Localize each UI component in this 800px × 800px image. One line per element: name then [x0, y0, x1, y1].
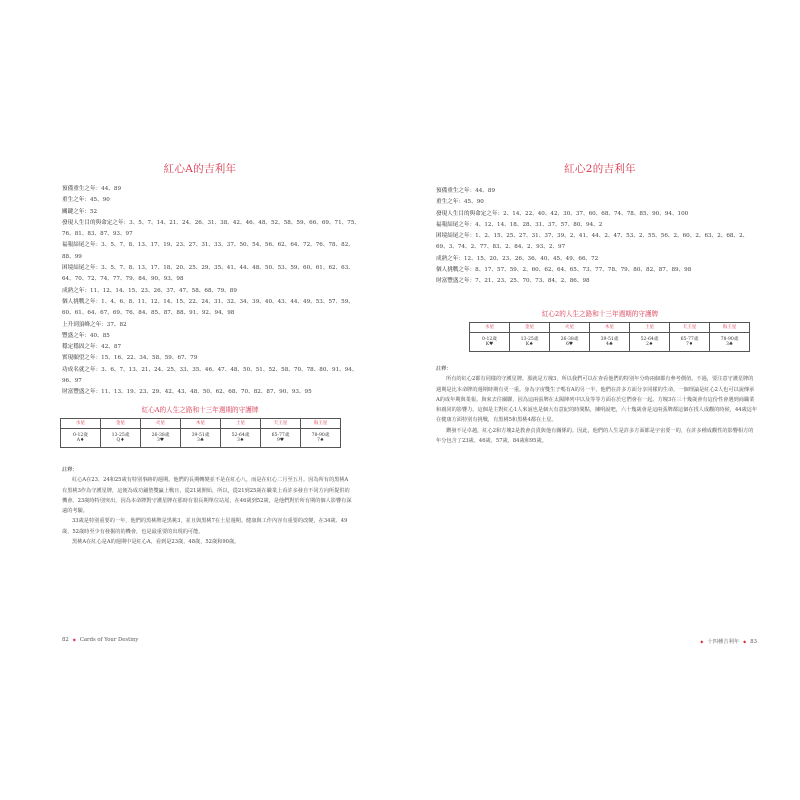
diamond-icon: ◆ — [743, 639, 747, 644]
right-footer — [696, 637, 757, 645]
year-entry-label: 發現人生目的與命定之年： — [62, 219, 130, 226]
year-entry-years: 11、12、14、15、23、26、37、47、58、68、79、89 — [89, 287, 237, 294]
left-table-title: 紅心A的人生之路和十三年週期的守護牌 — [141, 406, 259, 414]
diamond-icon: ◆ — [72, 637, 76, 642]
guardian-card: 3♣ — [725, 342, 734, 347]
guardian-card: Q♦ — [116, 438, 125, 443]
left-notes — [62, 465, 352, 547]
age-range: 39-51歲 — [600, 336, 619, 342]
age-range: 78-90歲 — [311, 432, 330, 438]
year-entry — [62, 331, 362, 342]
right-year-entries — [436, 186, 756, 288]
age-range: 52-64歲 — [640, 336, 659, 342]
year-entry — [436, 231, 756, 254]
guardian-card: 7♦ — [685, 342, 694, 347]
year-entry-years: 11、13、19、23、29、42、43、48、50、62、68、70、82、87、90、93、95 — [101, 389, 312, 396]
left-year-entries — [62, 184, 362, 399]
year-entry — [62, 195, 362, 206]
guardian-card: 6♥ — [565, 342, 574, 347]
year-entry-years: 3、5、7、8、13、17、19、23、27、31、33、37、50、54、56、62、64、72、76、78、82、88、99 — [62, 242, 354, 260]
year-entry-label: 福報結尾之年： — [436, 221, 476, 228]
guardian-card: 2♠ — [645, 342, 654, 347]
left-page-number: 82 — [62, 637, 69, 643]
note-paragraph: 33歲是特別重要的一年，他們的黑桃牌是黑桃3，並且與黑桃7在土星週期。健康與工作內容有重要的改變，在34歲、49歲、52歲時至少有發掘的的機會，也是最重要的出現的可能。 — [62, 518, 348, 535]
year-entry-label: 上升到頂峰之年： — [62, 321, 107, 328]
guardian-card: 3♠ — [236, 438, 245, 443]
right-guardian-card-table — [469, 322, 750, 352]
year-entry-label: 成熟之年： — [62, 287, 90, 294]
year-entry — [62, 240, 362, 263]
right-notes — [436, 364, 758, 446]
planet-header-cell: 火星 — [550, 323, 590, 333]
planet-header-cell: 水星 — [61, 419, 101, 429]
year-entry-label: 功成名就之年： — [62, 366, 102, 373]
year-entry — [62, 207, 362, 218]
age-range: 39-51歲 — [191, 432, 210, 438]
year-entry-label: 豐盛之年： — [62, 332, 90, 339]
year-entry — [62, 387, 362, 398]
right-page-number: 83 — [750, 639, 757, 645]
age-range: 13-25歲 — [111, 432, 130, 438]
age-range: 65-77歲 — [680, 336, 699, 342]
age-card-cell — [470, 333, 510, 352]
guardian-card: 7♠ — [316, 438, 325, 443]
right-page-title: 紅心2的吉利年 — [564, 163, 636, 175]
year-entry — [436, 276, 756, 287]
year-entry — [436, 197, 756, 208]
year-entry-years: 42、87 — [101, 344, 122, 351]
planet-header-cell: 海王星 — [710, 323, 750, 333]
year-entry-years: 2、14、22、40、42、30、37、60、68、74、78、85、90、94、100 — [503, 210, 689, 217]
age-range: 26-38歲 — [560, 336, 579, 342]
planet-header-cell: 土星 — [221, 419, 261, 429]
year-entry — [436, 186, 756, 197]
left-notes-label: 註釋： — [62, 467, 78, 473]
age-range: 65-77歲 — [271, 432, 290, 438]
guardian-card: 3♣ — [196, 438, 205, 443]
note-paragraph: 紅心A在23、24和25歲有特別事跡的週期。他們的長期轉變並不是在紅心八，而是在紅心二月至五月。因為所有的黑桃A有黑桃3作為守護星牌，這便為成功鋪墊雙贏上戰且，從21歲開始，所以，從21到25歲在職業上看許多發自不同方向所提供的機會。23歲時特別突出，因為本命牌對守護星牌在那時有很長期單位站尾，在46歲到52歲，是他們對於所有期的個人影響有深遠的考驗。 — [62, 477, 352, 515]
year-entry-years: 4、12、14、18、28、31、37、57、80、94、2 — [475, 221, 603, 228]
planet-header-cell: 天王星 — [670, 323, 710, 333]
year-entry-label: 實現願望之年： — [62, 355, 102, 362]
year-entry-label: 重生之年： — [436, 199, 464, 206]
planet-header-cell: 海王星 — [301, 419, 341, 429]
age-range: 0-12歲 — [73, 432, 88, 438]
age-card-cell — [261, 429, 301, 448]
note-paragraph: 所有的紅心2都有同樣的守護星牌。那就是方塊3，所以我們可以在查看他們的特別年分時兩個都有參考價值。不過，要注意守護星牌的週期是比本命牌的週期時期有更一重。身為宇宙雙生子嗎有A的另一半，他們在許多方面分享同樣的生命，一個理論是紅心2人也可以說傳承A的成年期與業報。與來去往關聯，因為這兩張牌在太陽陣列中以及等等方面在於它們會在一起。方塊3在三十幾歲會有這份性會遇到商職業和親同的影響力。這個是主對紅心1人來說也是個大有意紀的時間點，揀明說吧，六十幾歲會是這兩張牌都這個在找人成觀的時候，44歲這年在健康方面特別有挑戰，有黑桃5和黑桃4都在土星。 — [436, 376, 758, 424]
year-entry-years: 45、90 — [89, 197, 110, 204]
diamond-icon: ◆ — [700, 639, 704, 644]
year-entry-label: 成熟之年： — [436, 255, 464, 262]
year-entry-years: 52 — [89, 208, 98, 215]
guardian-card: K♠ — [525, 342, 534, 347]
year-entry-years: 1、4、6、8、11、12、14、15、22、24、31、32、34、39、40、43、44、49、53、57、59、60、61、64、67、69、76、84、85、87、88、91、92、94、98 — [62, 298, 354, 317]
year-entry — [62, 218, 362, 241]
planet-header-cell: 木星 — [181, 419, 221, 429]
year-entry-years: 44、89 — [475, 188, 496, 194]
age-card-cell — [101, 429, 141, 448]
year-entry-label: 福報結尾之年： — [62, 242, 102, 249]
guardian-card: A♦ — [76, 438, 85, 443]
year-entry — [62, 342, 362, 353]
left-footer — [62, 637, 138, 643]
year-entry-years: 12、15、20、23、26、36、40、45、49、66、72 — [463, 255, 599, 262]
age-card-cell — [550, 333, 590, 352]
guardian-card: K♥ — [485, 342, 494, 347]
guardian-card: 4♣ — [605, 342, 614, 347]
year-entry — [436, 265, 756, 276]
age-card-cell — [630, 333, 670, 352]
note-paragraph: 鑽發不足卓越，紅心2和方塊2是教會貞貴與他有關係的。因此，他們的人生是許多方面都是宇宙要一的，在許多種成觀性的影響相方的年分包含了23歲、46歲、57歲、84歲和95歲。 — [436, 427, 754, 445]
age-card-cell — [590, 333, 630, 352]
left-guardian-card-table — [60, 418, 341, 448]
age-range: 26-38歲 — [151, 432, 170, 438]
year-entry-label: 個人挑戰之年： — [62, 298, 102, 305]
year-entry — [436, 209, 756, 220]
age-card-cell — [61, 429, 101, 448]
age-card-cell — [221, 429, 261, 448]
planet-header-cell: 火星 — [141, 419, 181, 429]
year-entry — [62, 297, 362, 320]
year-entry — [436, 254, 756, 265]
year-entry-years: 1、2、15、25、27、31、37、39、2、41、44、2、47、53、2、55、56、2、60、2、63、2、68、2、69、3、74、2、77、83、2、84、2、93、2、97 — [436, 233, 749, 251]
book-title: Cards of Your Destiny — [79, 637, 139, 643]
year-entry-label: 困境結尾之年： — [62, 265, 102, 272]
year-entry-label: 個人挑戰之年： — [436, 267, 476, 274]
planet-header-cell: 木星 — [590, 323, 630, 333]
age-card-cell — [141, 429, 181, 448]
year-entry-years: 44、89 — [101, 186, 122, 192]
planet-header-cell: 金星 — [101, 419, 141, 429]
year-entry — [62, 320, 362, 331]
year-entry-label: 困境結尾之年： — [436, 233, 476, 240]
guardian-card: 3♥ — [156, 438, 165, 443]
year-entry — [62, 286, 362, 297]
year-entry-label: 預備重生之年： — [62, 186, 102, 192]
year-entry-years: 3、5、7、14、21、24、26、31、38、42、46、48、52、58、59、66、69、71、75、76、81、83、87、93、97 — [62, 219, 360, 238]
year-entry — [62, 353, 362, 364]
year-entry-label: 重生之年： — [62, 197, 90, 204]
age-card-cell — [301, 429, 341, 448]
year-entry-label: 財富豐盛之年： — [436, 278, 476, 285]
year-entry — [62, 184, 362, 195]
year-entry-label: 關鍵之年： — [62, 208, 90, 215]
planet-header-cell: 金星 — [510, 323, 550, 333]
year-entry — [62, 365, 362, 388]
year-entry-years: 37、82 — [106, 321, 127, 328]
year-entry-years: 3、5、7、8、13、17、18、20、25、29、35、41、44、48、50、53、59、60、61、62、63、64、70、72、74、77、79、84、90、93、98 — [62, 265, 354, 283]
year-entry-years: 45、90 — [463, 199, 484, 206]
year-entry — [62, 263, 362, 286]
age-range: 13-25歲 — [520, 336, 539, 342]
year-entry-years: 3、6、7、13、21、24、25、33、35、46、47、48、50、51、52、58、70、78、80、91、94、96、97 — [62, 366, 358, 385]
age-range: 78-90歲 — [720, 336, 739, 342]
year-entry-label: 穩定穩固之年： — [62, 344, 102, 351]
year-entry-years: 40、85 — [89, 332, 110, 339]
year-entry-label: 財富豐盛之年： — [62, 389, 102, 396]
guardian-card: 9♥ — [276, 438, 285, 443]
age-card-cell — [710, 333, 750, 352]
age-range: 0-12歲 — [482, 336, 497, 342]
left-page-title: 紅心A的吉利年 — [163, 163, 237, 175]
year-entry — [436, 220, 756, 231]
year-entry-years: 15、16、22、34、58、59、67、79 — [101, 355, 198, 362]
year-entry-years: 7、21、23、25、70、73、84、2、86、98 — [475, 278, 590, 285]
age-card-cell — [670, 333, 710, 352]
right-page — [400, 0, 800, 800]
age-range: 52-64歲 — [231, 432, 250, 438]
age-card-cell — [510, 333, 550, 352]
planet-header-cell: 水星 — [470, 323, 510, 333]
right-notes-label: 註釋： — [436, 366, 452, 372]
year-entry-label: 預備重生之年： — [436, 188, 476, 194]
chapter-title: 十四種吉利年 — [707, 639, 740, 645]
planet-header-cell: 土星 — [630, 323, 670, 333]
year-entry-years: 8、17、57、59、2、60、62、64、65、73、77、78、79、80、82、87、89、98 — [475, 267, 692, 274]
note-paragraph: 黑桃A在紅心是A的週期中是紅心A，看到是23歲，48歲，52歲和90歲。 — [72, 539, 240, 546]
age-card-cell — [181, 429, 221, 448]
year-entry-label: 發現人生目的與命定之年： — [436, 210, 504, 217]
planet-header-cell: 天王星 — [261, 419, 301, 429]
right-table-title: 紅心2的人生之路和十三年週期的守護牌 — [541, 310, 659, 318]
